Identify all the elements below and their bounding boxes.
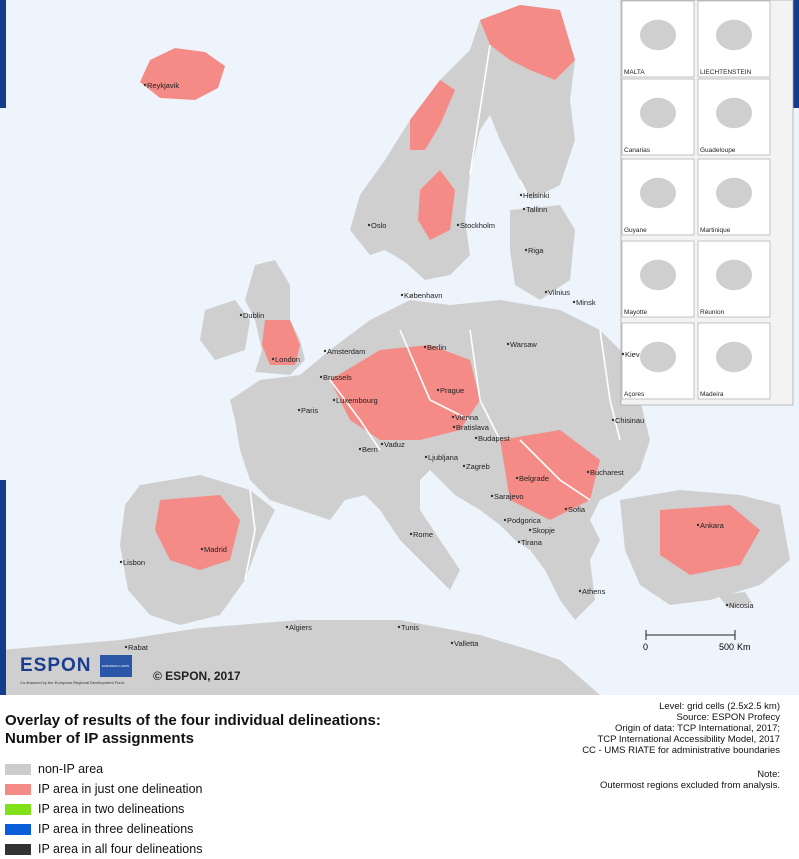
legend-swatch [5,844,31,855]
city-marker [491,495,493,497]
city-marker [424,346,426,348]
city-marker [463,465,465,467]
inset-land [716,20,752,50]
right-side-bar-top [793,0,799,108]
city-marker [452,416,454,418]
legend-swatch [5,804,31,815]
source-line: Origin of data: TCP International, 2017; [615,723,780,734]
city-marker [507,343,509,345]
city-marker [587,471,589,473]
source-line: Source: ESPON Profecy [676,712,780,723]
inset-land [640,20,676,50]
inset-land [640,178,676,208]
city-label: Minsk [576,298,596,307]
inset-label: LIECHTENSTEIN [700,69,752,76]
city-marker [504,519,506,521]
inset-label: Réunion [700,309,725,316]
note [600,769,780,791]
city-label: Warsaw [510,340,537,349]
city-marker [120,561,122,563]
city-label: Sarajevo [494,492,524,501]
city-marker [359,448,361,450]
source-line: Level: grid cells (2.5x2.5 km) [659,701,780,712]
legend-swatch [5,784,31,795]
legend-label: IP area in three delineations [38,822,194,836]
eu-flag-text: EUROPEAN UNION [101,664,130,668]
city-label: Chisinau [615,416,645,425]
city-marker [125,646,127,648]
city-label: Skopje [532,526,555,535]
city-label: Tunis [401,623,420,632]
legend-swatch [5,824,31,835]
city-marker [525,249,527,251]
cofund-text: Co-financed by the European Regional Development Fund [20,680,124,685]
legend-label: IP area in all four delineations [38,842,203,856]
city-label: Algiers [289,623,312,632]
city-marker [545,291,547,293]
inset-label: Canarias [624,147,651,154]
source-line: CC - UMS RIATE for administrative boundaries [582,745,780,756]
legend-item [5,839,202,859]
city-label: Amsterdam [327,347,366,356]
legend [5,759,202,859]
city-label: Bern [362,445,378,454]
city-marker [381,443,383,445]
map-title-line2: Number of IP assignments [5,730,194,747]
inset-land [716,178,752,208]
city-marker [579,590,581,592]
city-marker [573,301,575,303]
city-label: Helsinki [523,191,550,200]
legend-item [5,819,202,839]
city-marker [333,399,335,401]
inset-land [716,342,752,372]
note-heading: Note: [757,769,780,780]
inset-label: Guyane [624,227,647,234]
legend-item [5,799,202,819]
scale-bar-end-label: 500 [719,642,735,652]
city-marker [523,208,525,210]
city-label: Nicosia [729,601,754,610]
espon-logo: ESPON [20,655,92,676]
inset-label: Martinique [700,227,731,234]
city-label: Riga [528,246,544,255]
city-label: Oslo [371,221,387,230]
city-marker [612,419,614,421]
city-label: Tallinn [526,205,548,214]
city-label: Stockholm [460,221,496,230]
city-marker [410,533,412,535]
city-label: Bratislava [456,423,489,432]
legend-swatch [5,764,31,775]
inset-label: Guadeloupe [700,147,736,154]
city-marker [520,194,522,196]
city-marker [453,426,455,428]
city-label: Berlin [427,343,447,352]
city-label: Lisbon [123,558,146,567]
city-label: Vilnius [548,288,570,297]
city-label: Budapest [478,434,510,443]
city-label: København [404,291,443,300]
city-marker [272,358,274,360]
city-marker [518,541,520,543]
city-label: Brussels [323,373,352,382]
city-label: Dublin [243,311,265,320]
city-marker [697,524,699,526]
eu-flag-icon [100,655,132,677]
city-marker [286,626,288,628]
city-label: Vienna [455,413,479,422]
espon-logo-group [20,655,132,677]
city-label: Kiev [625,350,640,359]
city-marker [726,604,728,606]
scale-bar-unit: Km [737,642,751,652]
city-label: Bucharest [590,468,624,477]
city-marker [425,456,427,458]
inset-label: MALTA [624,69,645,76]
inset-land [640,342,676,372]
city-label: Rome [413,530,434,539]
inset-label: Mayotte [624,309,648,316]
city-label: Rabat [128,643,149,652]
left-side-bar-bottom [0,480,6,695]
city-marker [240,314,242,316]
legend-label: IP area in two delineations [38,802,185,816]
city-marker [516,477,518,479]
city-label: Podgorica [507,516,541,525]
source-info [582,701,780,756]
inset-land [716,98,752,128]
city-marker [565,508,567,510]
city-marker [324,350,326,352]
inset-land [640,260,676,290]
city-label: Ljubljana [428,453,459,462]
map-title-line1: Overlay of results of the four individual delineations: [5,712,381,729]
city-label: Tirana [521,538,542,547]
city-marker [144,84,146,86]
city-label: London [275,355,301,364]
map-title [5,712,445,748]
map-legend-area [0,695,799,856]
inset-label: Madeira [700,391,724,398]
city-marker [368,224,370,226]
legend-label: IP area in just one delineation [38,782,203,796]
source-line: TCP International Accessibility Model, 2017 [597,734,780,745]
city-label: Vaduz [384,440,405,449]
city-marker [298,409,300,411]
city-marker [529,529,531,531]
city-label: Prague [440,386,465,395]
city-marker [398,626,400,628]
city-label: Zagreb [466,462,490,471]
city-label: Reykjavik [147,81,180,90]
inset-label: Açores [624,391,645,398]
city-marker [451,642,453,644]
city-marker [437,389,439,391]
city-label: Paris [301,406,319,415]
city-label: Sofia [568,505,586,514]
city-label: Athens [582,587,606,596]
city-marker [320,376,322,378]
city-marker [622,353,624,355]
inset-panel [621,0,793,405]
legend-item [5,759,202,779]
note-text: Outermost regions excluded from analysis. [599,780,780,791]
city-label: Luxembourg [336,396,378,405]
scale-bar-start-label: 0 [643,642,649,652]
legend-label: non-IP area [38,762,104,776]
city-label: Madrid [204,545,227,554]
city-label: Belgrade [519,474,550,483]
city-marker [475,437,477,439]
city-label: Valletta [454,639,479,648]
city-marker [201,548,203,550]
city-marker [401,294,403,296]
inset-land [716,260,752,290]
city-marker [457,224,459,226]
legend-item [5,779,202,799]
inset-land [640,98,676,128]
left-side-bar-top [0,0,6,108]
copyright: © ESPON, 2017 [153,669,241,683]
city-label: Ankara [700,521,724,530]
